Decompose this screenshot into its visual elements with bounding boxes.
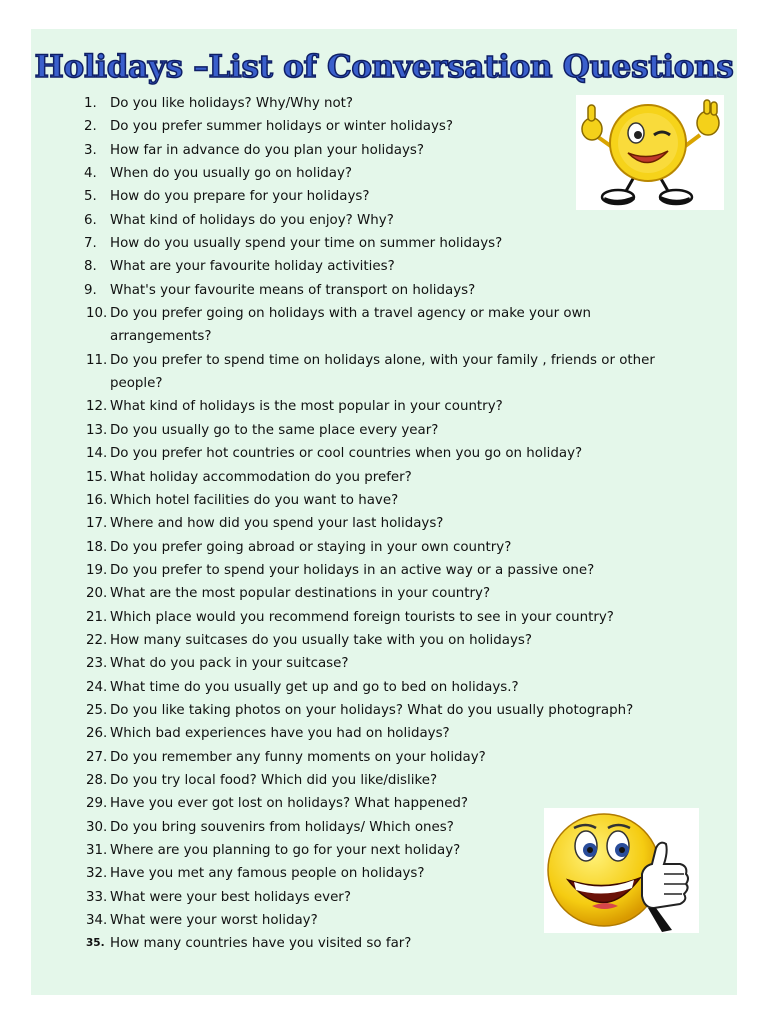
- question-number: 17.: [86, 516, 108, 532]
- question-number: 7.: [84, 236, 97, 252]
- question-number: 31.: [86, 843, 108, 858]
- winking-smiley-thumbs-up-icon: [576, 95, 724, 210]
- question-number: 26.: [86, 726, 108, 742]
- question-text: What time do you usually get up and go to bed on holidays.?: [110, 679, 519, 695]
- question-number: 33.: [86, 889, 108, 905]
- laughing-smiley-thumbs-up-icon: [544, 808, 699, 933]
- question-text: What kind of holidays do you enjoy? Why?: [110, 212, 394, 228]
- question-text: Which hotel facilities do you want to have?: [110, 492, 399, 508]
- question-number: 10.: [86, 306, 108, 322]
- question-item: [0, 255, 710, 278]
- question-text: Do you bring souvenirs from holidays/ Which ones?: [110, 819, 454, 835]
- question-text: How many countries have you visited so far?: [110, 936, 412, 952]
- worksheet-title: Holidays –List of Conversation Questions: [34, 49, 734, 85]
- question-number: 6.: [84, 212, 97, 228]
- question-number: 22.: [86, 632, 108, 648]
- question-number: 20.: [86, 586, 108, 602]
- question-text: Which place would you recommend foreign tourists to see in your country?: [110, 609, 614, 625]
- question-number: 21.: [86, 609, 108, 625]
- question-text: Do you like holidays? Why/Why not?: [110, 96, 354, 111]
- question-item: [0, 769, 710, 792]
- question-text: Which bad experiences have you had on holidays?: [110, 726, 450, 742]
- question-number: 9.: [84, 282, 97, 298]
- question-number: 25.: [86, 702, 108, 718]
- question-number: 2.: [84, 119, 97, 135]
- question-item: [0, 279, 710, 302]
- question-number: 14.: [86, 446, 108, 462]
- question-text: What's your favourite means of transport on holidays?: [110, 282, 476, 298]
- question-item: [0, 606, 710, 629]
- question-text: What were your best holidays ever?: [110, 889, 351, 905]
- question-item: [0, 629, 710, 652]
- question-number: 34.: [86, 913, 108, 929]
- question-number: 24.: [86, 679, 108, 695]
- question-number: 18.: [86, 539, 108, 555]
- question-item: [0, 395, 710, 418]
- question-text: Do you prefer summer holidays or winter holidays?: [110, 119, 454, 135]
- question-number: 11.: [86, 352, 108, 368]
- question-text: Have you met any famous people on holidays?: [110, 866, 425, 882]
- question-number: 16.: [86, 492, 108, 508]
- question-item: [0, 232, 710, 255]
- question-item: [0, 932, 710, 955]
- question-item: [0, 302, 710, 349]
- question-number: 13.: [86, 422, 108, 438]
- question-text: What do you pack in your suitcase?: [110, 656, 349, 672]
- question-text: When do you usually go on holiday?: [110, 166, 353, 182]
- question-number: 23.: [86, 656, 108, 672]
- question-item: [0, 582, 710, 605]
- question-text: Where are you planning to go for your next holiday?: [110, 843, 461, 858]
- question-item: [0, 676, 710, 699]
- question-number: 35.: [86, 937, 105, 950]
- question-text: Have you ever got lost on holidays? What happened?: [110, 796, 469, 812]
- question-item: [0, 559, 710, 582]
- question-text: Do you prefer to spend time on holidays alone, with your family , friends or other people?: [110, 352, 655, 392]
- question-number: 5.: [84, 189, 97, 205]
- question-item: [0, 419, 710, 442]
- question-number: 15.: [86, 469, 108, 485]
- question-number: 12.: [86, 399, 108, 415]
- question-text: Do you like taking photos on your holidays? What do you usually photograph?: [110, 702, 634, 718]
- question-text: What kind of holidays is the most popular in your country?: [110, 399, 503, 415]
- question-number: 30.: [86, 819, 108, 835]
- question-item: [0, 652, 710, 675]
- question-number: 3.: [84, 142, 97, 158]
- question-text: What were your worst holiday?: [110, 913, 318, 929]
- question-number: 27.: [86, 749, 108, 765]
- question-item: [0, 512, 710, 535]
- question-text: How do you usually spend your time on summer holidays?: [110, 236, 503, 252]
- question-text: What holiday accommodation do you prefer?: [110, 469, 412, 485]
- question-text: How far in advance do you plan your holidays?: [110, 142, 424, 158]
- question-text: Where and how did you spend your last holidays?: [110, 516, 444, 532]
- question-item: [0, 699, 710, 722]
- question-number: 32.: [86, 866, 108, 882]
- question-text: Do you prefer to spend your holidays in an active way or a passive one?: [110, 562, 595, 578]
- question-number: 8.: [84, 259, 97, 275]
- question-text: What are the most popular destinations in your country?: [110, 586, 491, 602]
- question-item: [0, 722, 710, 745]
- question-item: [0, 746, 710, 769]
- question-text: Do you prefer going on holidays with a travel agency or make your own arrangements?: [110, 306, 592, 345]
- question-number: 19.: [86, 562, 108, 578]
- question-number: 28.: [86, 772, 108, 788]
- question-number: 1.: [84, 96, 97, 111]
- question-text: Do you try local food? Which did you like/dislike?: [110, 772, 438, 788]
- question-item: [0, 536, 710, 559]
- question-text: How many suitcases do you usually take with you on holidays?: [110, 632, 532, 648]
- question-text: How do you prepare for your holidays?: [110, 189, 370, 205]
- question-text: What are your favourite holiday activities?: [110, 259, 395, 275]
- question-text: Do you remember any funny moments on your holiday?: [110, 749, 486, 765]
- question-item: [0, 489, 710, 512]
- question-item: [0, 466, 710, 489]
- question-item: [0, 209, 710, 232]
- question-text: Do you prefer going abroad or staying in your own country?: [110, 539, 512, 555]
- question-text: Do you usually go to the same place every year?: [110, 422, 439, 438]
- question-item: [0, 349, 710, 396]
- question-item: [0, 442, 710, 465]
- question-number: 4.: [84, 166, 97, 182]
- question-number: 29.: [86, 796, 108, 812]
- question-text: Do you prefer hot countries or cool countries when you go on holiday?: [110, 446, 583, 462]
